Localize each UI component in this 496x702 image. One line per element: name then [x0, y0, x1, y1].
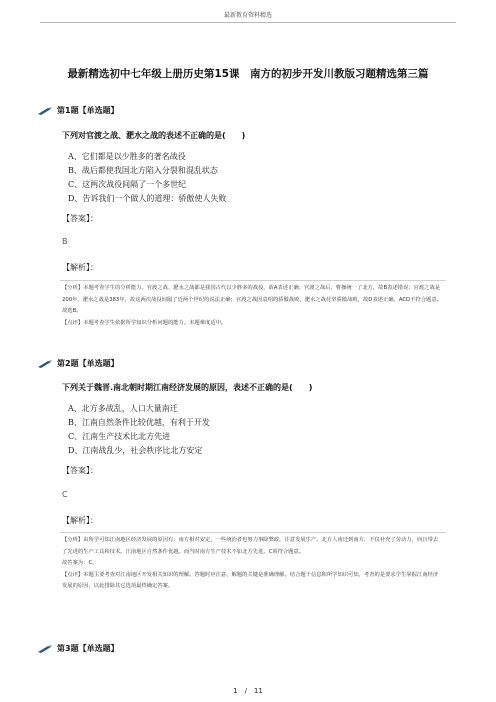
question-1-option-d: D、告诉我们一个做人的道理：骄傲使人失败: [68, 194, 227, 203]
question-1-analysis-label: 【解析】：: [62, 263, 98, 272]
question-2-analysis-text: 【分析】由所学可知江南地区经济发展的原因有：南方相对安定，一些统治者也努力事除弊政，注意发展生产。北方人南迁到南方，不仅补充了劳动力，而且带去了先进的生产工具和技术。江南地区自然条件优越。而当时南方生产技术不如北方先进。C项符合题意。: [62, 537, 439, 555]
question-1-stem: 下列对官渡之战、淝水之战的表述不正确的是( ): [62, 131, 246, 140]
question-2-title: 第2题【单选题】: [57, 359, 119, 368]
header-divider: [40, 22, 456, 23]
question-2-option-c: C、江南生产技术比北方先进: [68, 432, 171, 441]
page-number: 1 / 11: [233, 687, 263, 695]
question-2-analysis-divider: [60, 532, 446, 533]
question-1-option-c: C、这两次战役间隔了一个多世纪: [68, 180, 187, 189]
pencil-icon: [38, 645, 52, 653]
question-2-option-a: A、北方多战乱，人口大量南迁: [68, 404, 178, 413]
question-1-analysis-conclusion: 故选B。: [62, 308, 82, 315]
question-1-option-a: A、它们都是以少胜多的著名战役: [68, 152, 186, 161]
question-2-answer: C: [62, 490, 68, 499]
header-note: 最新教育资料精选: [223, 12, 272, 19]
page-title: 最新精选初中七年级上册历史第15课 南方的初步开发川教版习题精选第三篇: [67, 68, 429, 80]
question-2-option-b: B、江南自然条件比较优越，有利于开发: [68, 418, 210, 427]
question-1-analysis-text: 【分析】本题考查学生的分析能力。官渡之战、淝水之战都是我国古代以少胜多的战役，故A表述正确；官渡之战后，曹操统一了北方，故B表述错误；官渡之战是200年，淝水之战是383年，故这两次战役间隔了近两个世纪的说法正确；官渡之战因袁绍的骄傲战败，淝水之战苻坚骄傲战败，故D表述正确。ACD不符合题意。: [62, 285, 442, 303]
question-2-stem: 下列关于魏晋.南北朝时期江南经济发展的原因，表述不正确的是( ): [62, 383, 313, 392]
question-1-analysis-divider: [60, 280, 446, 281]
question-2-answer-label: 【答案】：: [62, 466, 98, 475]
question-1-title: 第1题【单选题】: [57, 106, 119, 115]
question-1-heading: [38, 105, 119, 116]
question-2-analysis-comment: 【点评】本题主要考查对江南地区开发相关知识的理解。答题时应注意，解题的关键是准确理解。结合题干信息和所学知识可知，考查的是要求学生掌握江南经济发展的原因，以此排除其它选项最终确定答案。: [62, 571, 439, 590]
question-2-analysis-conclusion: 故答案为：C。: [62, 560, 98, 567]
question-2-analysis-label: 【解析】：: [62, 516, 98, 525]
pencil-icon: [38, 107, 52, 115]
question-2-option-d: D、江南战乱少，社会秩序比北方安定: [68, 446, 203, 455]
question-2-analysis: [62, 535, 442, 593]
pencil-icon: [38, 360, 52, 368]
question-1-analysis-comment: 【点评】本题考查学生依据所学知识分析问题的能力。本题难度适中。: [62, 319, 227, 326]
question-1-answer-label: 【答案】：: [62, 214, 98, 223]
question-2-heading: [38, 358, 119, 369]
question-1-analysis: [62, 283, 442, 329]
question-1-answer: B: [62, 237, 68, 246]
question-1-option-b: B、战后都使我国北方陷入分裂和混乱状态: [68, 166, 218, 175]
question-3-title: 第3题【单选题】: [57, 644, 119, 653]
question-3-heading: [38, 643, 119, 654]
